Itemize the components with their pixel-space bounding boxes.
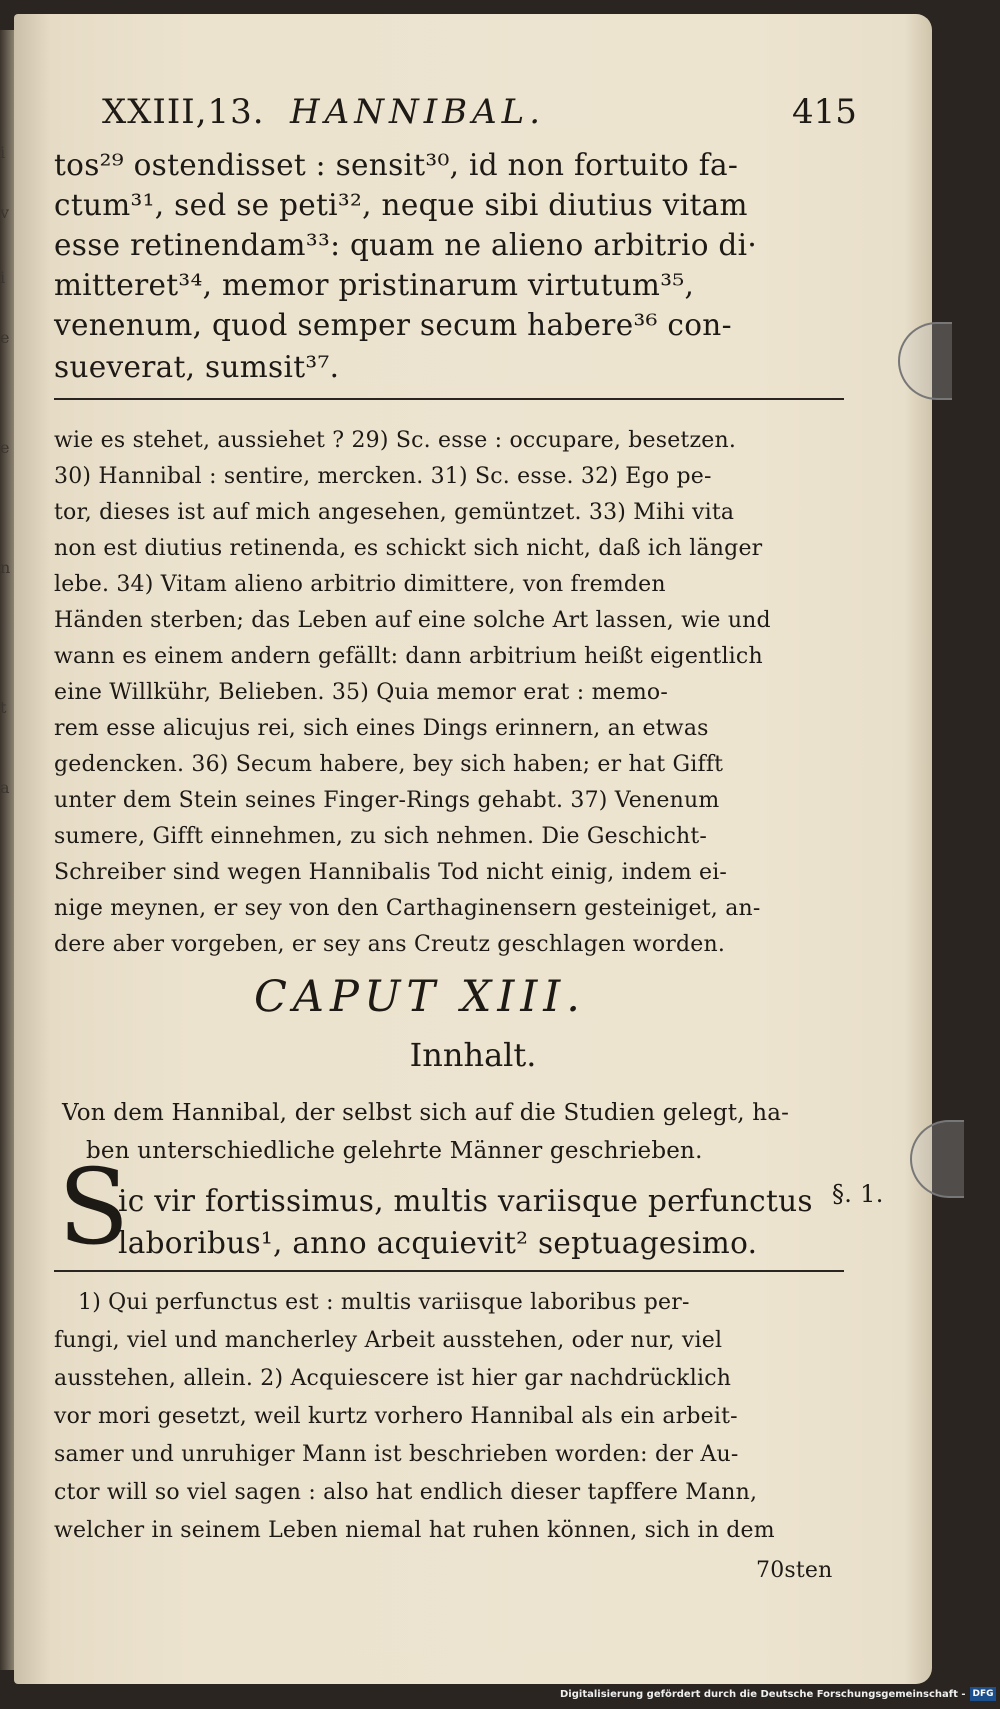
running-header — [102, 92, 862, 142]
margin-fragment: i — [0, 268, 6, 287]
note-line: 1) Qui perfunctus est : multis variisque laboribus per- — [78, 1290, 690, 1315]
note-line: sumere, Gifft einnehmen, zu sich nehmen. Die Geschicht- — [54, 824, 708, 849]
notes-divider — [54, 398, 844, 400]
note-line: wie es stehet, aussiehet ? 29) Sc. esse : occupare, besetzen. — [54, 428, 737, 453]
book-page — [14, 14, 932, 1684]
note-line: unter dem Stein seines Finger-Rings gehabt. 37) Venenum — [54, 788, 720, 813]
text-line: venenum, quod semper secum habere³⁶ con- — [54, 308, 732, 342]
text-line: ctum³¹, sed se peti³², neque sibi diutius vitam — [54, 188, 748, 222]
note-line: samer und unruhiger Mann ist beschrieben worden: der Au- — [54, 1442, 739, 1467]
margin-fragment: n — [0, 558, 11, 577]
note-line: rem esse alicujus rei, sich eines Dings erinnern, an etwas — [54, 716, 709, 741]
text-line: tos²⁹ ostendisset : sensit³⁰, id non fortuito fa- — [54, 148, 739, 182]
margin-fragment: v — [0, 203, 10, 222]
text-line: sueverat, sumsit³⁷. — [54, 350, 340, 384]
header-title: HANNIBAL. — [290, 92, 546, 132]
drop-cap: S — [58, 1146, 130, 1268]
chapter-heading: CAPUT XIII. — [254, 972, 586, 1022]
text-line: mitteret³⁴, memor pristinarum virtutum³⁵, — [54, 268, 695, 302]
note-line: ctor will so viel sagen : also hat endlich dieser tapffere Mann, — [54, 1480, 758, 1505]
note-line: tor, dieses ist auf mich angesehen, gemüntzet. 33) Mihi vita — [54, 500, 735, 525]
summary-line: Von dem Hannibal, der selbst sich auf die Studien gelegt, ha- — [62, 1100, 790, 1126]
dfg-logo: DFG — [970, 1687, 996, 1701]
section-mark: §. 1. — [832, 1180, 884, 1208]
catchword: 70sten — [756, 1558, 833, 1583]
note-line: dere aber vorgeben, er sey ans Creutz geschlagen worden. — [54, 932, 726, 957]
text-line: laboribus¹, anno acquievit² septuagesimo. — [118, 1226, 758, 1260]
header-section: XXIII,13. — [102, 92, 265, 132]
margin-fragment: i — [0, 143, 6, 162]
note-line: fungi, viel und mancherley Arbeit ausstehen, oder nur, viel — [54, 1328, 723, 1353]
summary-line: ben unterschiedliche gelehrte Männer geschrieben. — [86, 1138, 703, 1164]
digitization-credit: Digitalisierung gefördert durch die Deutsche Forschungsgemeinschaft - — [560, 1689, 966, 1700]
text-line: ic vir fortissimus, multis variisque perfunctus — [118, 1184, 813, 1218]
contents-heading: Innhalt. — [409, 1036, 537, 1074]
margin-fragment: a — [0, 778, 10, 797]
margin-fragment: e — [0, 328, 10, 347]
note-line: wann es einem andern gefällt: dann arbitrium heißt eigentlich — [54, 644, 763, 669]
note-line: Händen sterben; das Leben auf eine solche Art lassen, wie und — [54, 608, 771, 633]
page-number: 415 — [792, 92, 857, 132]
note-line: 30) Hannibal : sentire, mercken. 31) Sc. esse. 32) Ego pe- — [54, 464, 712, 489]
note-line: nige meynen, er sey von den Carthaginensern gesteiniget, an- — [54, 896, 761, 921]
note-line: vor mori gesetzt, weil kurtz vorhero Hannibal als ein arbeit- — [54, 1404, 738, 1429]
note-line: ausstehen, allein. 2) Acquiescere ist hier gar nachdrücklich — [54, 1366, 732, 1391]
note-line: non est diutius retinenda, es schickt sich nicht, daß ich länger — [54, 536, 763, 561]
text-line: esse retinendam³³: quam ne alieno arbitrio di· — [54, 228, 758, 262]
note-line: welcher in seinem Leben niemal hat ruhen können, sich in dem — [54, 1518, 775, 1543]
margin-fragment: t — [0, 698, 7, 717]
note-line: eine Willkühr, Belieben. 35) Quia memor erat : memo- — [54, 680, 668, 705]
note-line: Schreiber sind wegen Hannibalis Tod nicht einig, indem ei- — [54, 860, 728, 885]
note-line: lebe. 34) Vitam alieno arbitrio dimittere, von fremden — [54, 572, 666, 597]
margin-fragment: e — [0, 438, 10, 457]
note-line: gedencken. 36) Secum habere, bey sich haben; er hat Gifft — [54, 752, 724, 777]
notes-divider — [54, 1270, 844, 1272]
